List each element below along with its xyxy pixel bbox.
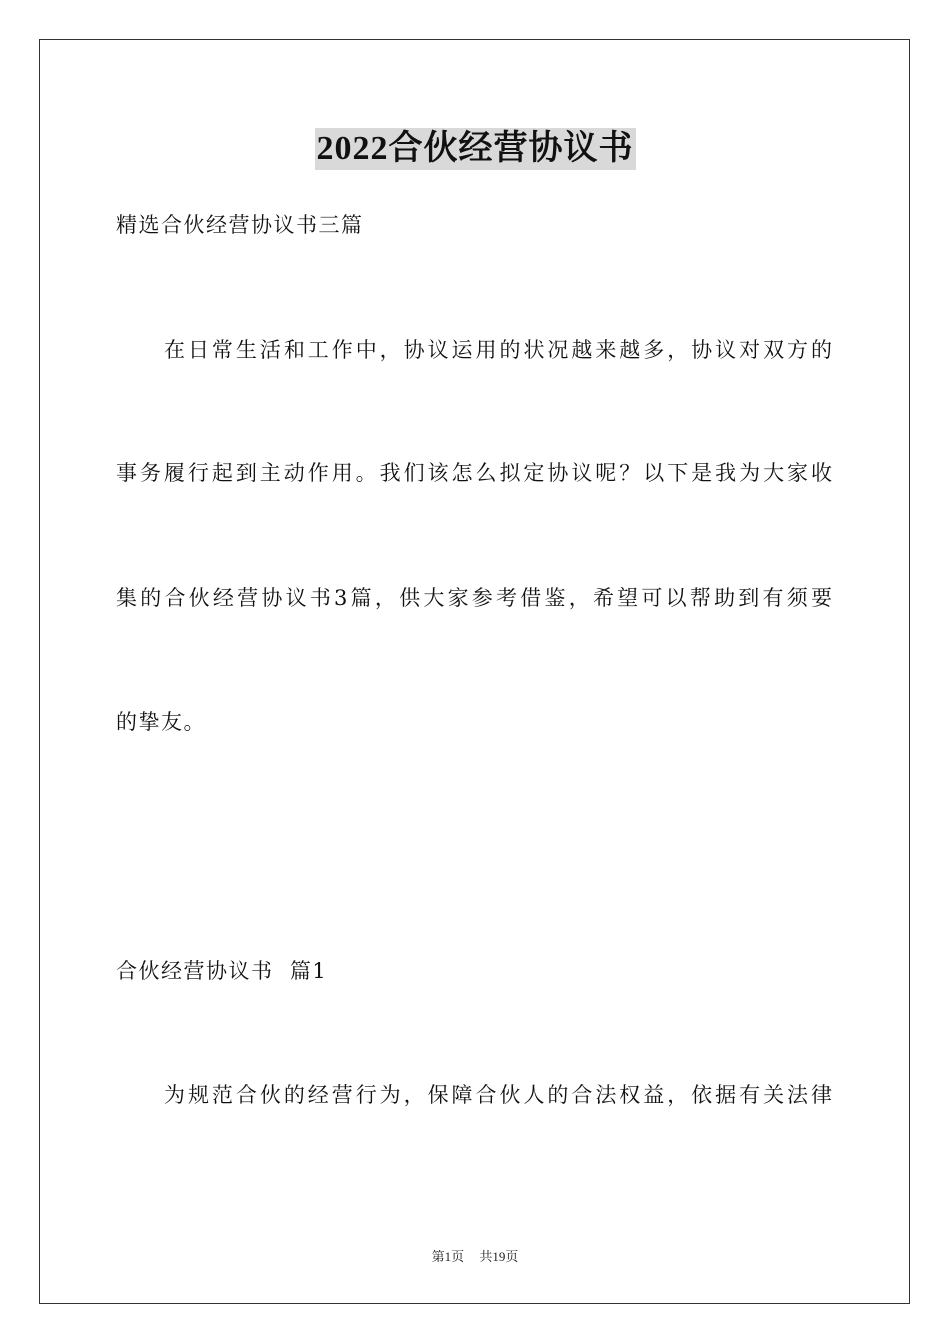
page-number-current: 第1页 [431,1249,465,1264]
section-line-1: 为规范合伙的经营行为，保障合伙人的合法权益，依据有关法律 [164,1083,832,1107]
page-number-total: 共19页 [479,1249,519,1264]
title-container [0,128,950,170]
page-footer [0,1248,950,1266]
document-subtitle: 精选合伙经营协议书三篇 [116,213,364,237]
intro-line-4: 的挚友。 [116,710,206,734]
intro-line-1: 在日常生活和工作中，协议运用的状况越来越多，协议对双方的 [164,338,832,362]
intro-line-3: 集的合伙经营协议书3篇，供大家参考借鉴，希望可以帮助到有须要 [116,586,832,610]
intro-line-2: 事务履行起到主动作用。我们该怎么拟定协议呢？以下是我为大家收 [116,461,832,485]
document-title: 2022合伙经营协议书 [315,128,636,170]
section-heading: 合伙经营协议书 篇1 [116,959,328,983]
